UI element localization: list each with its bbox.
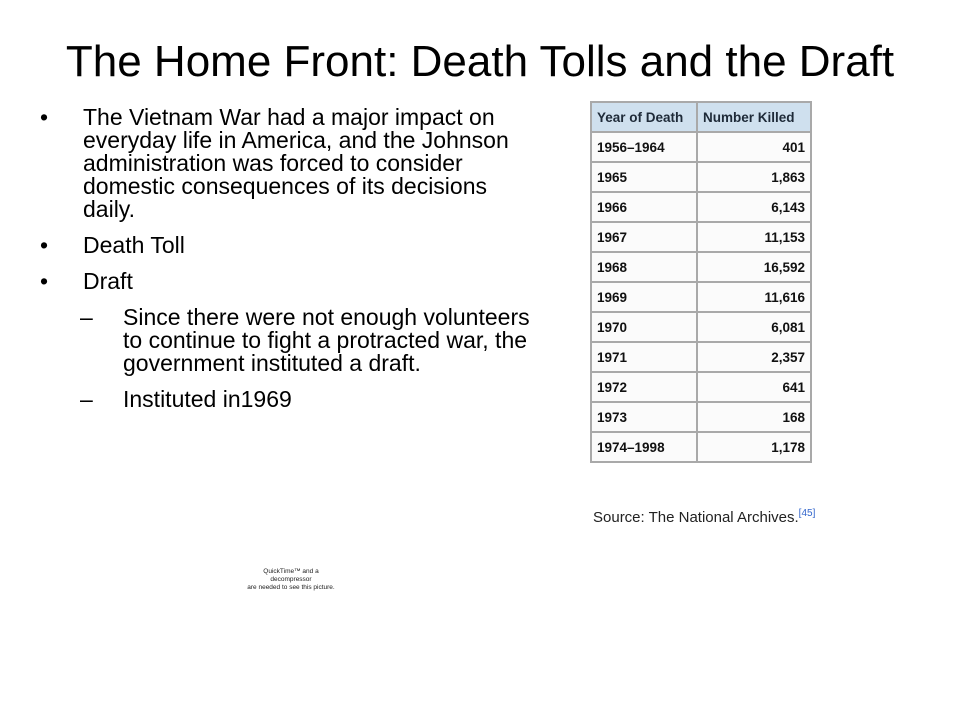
year-cell: 1970 [591, 312, 697, 342]
bullet-mark: • [40, 232, 49, 258]
table-row [591, 432, 811, 462]
reference-link[interactable]: [45] [798, 508, 816, 519]
death-toll-table-container [590, 101, 812, 463]
killed-cell: 16,592 [697, 252, 811, 282]
table-row [591, 402, 811, 432]
quicktime-note-line: QuickTime™ and a [263, 568, 319, 575]
killed-cell: 1,178 [697, 432, 811, 462]
bullet-mark: • [40, 268, 49, 294]
killed-cell: 11,616 [697, 282, 811, 312]
year-cell: 1956–1964 [591, 132, 697, 162]
killed-cell: 11,153 [697, 222, 811, 252]
quicktime-note-line: decompressor [270, 576, 312, 583]
killed-cell: 641 [697, 372, 811, 402]
table-row [591, 252, 811, 282]
bullet-text-draft: Draft [83, 268, 133, 294]
table-header-row [591, 102, 811, 132]
killed-cell: 168 [697, 402, 811, 432]
year-cell: 1967 [591, 222, 697, 252]
year-cell: 1969 [591, 282, 697, 312]
sub-bullet-item [40, 388, 545, 411]
year-cell: 1974–1998 [591, 432, 697, 462]
bullet-text-death-toll: Death Toll [83, 232, 185, 258]
bullet-list [40, 106, 545, 424]
bullet-item [40, 106, 545, 221]
quicktime-note-line: are needed to see this picture. [247, 584, 335, 591]
year-cell: 1972 [591, 372, 697, 402]
sub-bullet-mark: – [80, 386, 93, 412]
table-row [591, 192, 811, 222]
sub-bullet-text-instituted: Instituted in1969 [123, 386, 292, 412]
table-row [591, 282, 811, 312]
killed-cell: 1,863 [697, 162, 811, 192]
sub-bullet-item [40, 306, 545, 375]
table-row [591, 372, 811, 402]
quicktime-missing-picture-placeholder [236, 568, 346, 592]
killed-cell: 2,357 [697, 342, 811, 372]
source-text: Source: The National Archives. [593, 509, 799, 526]
killed-cell: 6,143 [697, 192, 811, 222]
killed-cell: 6,081 [697, 312, 811, 342]
slide-title: The Home Front: Death Tolls and the Draft [65, 37, 895, 86]
killed-cell: 401 [697, 132, 811, 162]
sub-bullet-text-volunteers: Since there were not enough volunteers to continue to fight a protracted war, the government instituted a draft. [123, 304, 530, 376]
table-row [591, 162, 811, 192]
death-toll-table [590, 101, 812, 463]
bullet-item [40, 270, 545, 293]
bullet-item [40, 234, 545, 257]
year-cell: 1971 [591, 342, 697, 372]
column-header-killed: Number Killed [697, 102, 811, 132]
table-row [591, 222, 811, 252]
column-header-year: Year of Death [591, 102, 697, 132]
year-cell: 1965 [591, 162, 697, 192]
bullet-mark: • [40, 104, 49, 130]
sub-bullet-mark: – [80, 304, 93, 330]
year-cell: 1966 [591, 192, 697, 222]
year-cell: 1973 [591, 402, 697, 432]
year-cell: 1968 [591, 252, 697, 282]
table-source-caption [593, 508, 815, 526]
table-row [591, 342, 811, 372]
table-row [591, 132, 811, 162]
bullet-text-impact: The Vietnam War had a major impact on everyday life in America, and the Johnson administration was forced to consider domestic consequences of its decisions daily. [83, 104, 509, 222]
table-row [591, 312, 811, 342]
